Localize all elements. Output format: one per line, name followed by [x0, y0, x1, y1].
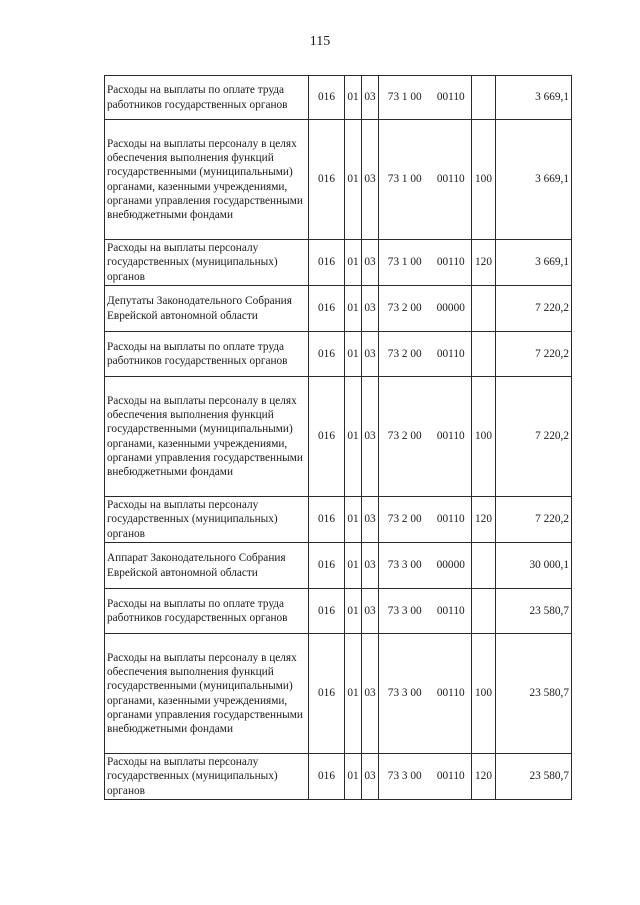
subsection-code-cell: 03 [362, 497, 379, 543]
program-code-cell: 73 3 00 [379, 543, 431, 589]
expense-type-cell: 100 [472, 120, 496, 240]
program-code-cell: 73 2 00 [379, 286, 431, 332]
ministry-code-cell: 016 [309, 377, 345, 497]
row-name-cell: Расходы на выплаты по оплате труда работников государственных органов [105, 589, 309, 634]
row-name-cell: Расходы на выплаты по оплате труда работников государственных органов [105, 76, 309, 120]
section-code-cell: 01 [345, 240, 362, 286]
program-code-cell: 73 3 00 [379, 754, 431, 800]
subsection-code-cell: 03 [362, 377, 379, 497]
amount-cell: 3 669,1 [496, 240, 572, 286]
amount-cell: 23 580,7 [496, 754, 572, 800]
table-row [105, 543, 572, 589]
table-row [105, 286, 572, 332]
section-code-cell: 01 [345, 754, 362, 800]
amount-cell: 23 580,7 [496, 589, 572, 634]
amount-cell: 7 220,2 [496, 332, 572, 377]
section-code-cell: 01 [345, 497, 362, 543]
table-row [105, 76, 572, 120]
amount-cell: 30 000,1 [496, 543, 572, 589]
program-code-cell: 73 2 00 [379, 497, 431, 543]
table-row [105, 120, 572, 240]
ministry-code-cell: 016 [309, 497, 345, 543]
amount-cell: 23 580,7 [496, 634, 572, 754]
expense-type-cell: 100 [472, 377, 496, 497]
direction-code-cell: 00110 [431, 377, 472, 497]
ministry-code-cell: 016 [309, 754, 345, 800]
expense-type-cell [472, 589, 496, 634]
program-code-cell: 73 3 00 [379, 634, 431, 754]
table-row [105, 634, 572, 754]
expense-type-cell: 120 [472, 754, 496, 800]
subsection-code-cell: 03 [362, 76, 379, 120]
row-name-cell: Депутаты Законодательного Собрания Еврейской автономной области [105, 286, 309, 332]
table-row [105, 240, 572, 286]
table-row [105, 754, 572, 800]
expense-type-cell: 100 [472, 634, 496, 754]
section-code-cell: 01 [345, 634, 362, 754]
section-code-cell: 01 [345, 286, 362, 332]
program-code-cell: 73 3 00 [379, 589, 431, 634]
ministry-code-cell: 016 [309, 589, 345, 634]
subsection-code-cell: 03 [362, 543, 379, 589]
section-code-cell: 01 [345, 332, 362, 377]
table-row [105, 377, 572, 497]
amount-cell: 3 669,1 [496, 120, 572, 240]
ministry-code-cell: 016 [309, 120, 345, 240]
direction-code-cell: 00110 [431, 634, 472, 754]
subsection-code-cell: 03 [362, 286, 379, 332]
row-name-cell: Расходы на выплаты персоналу в целях обеспечения выполнения функций государственными (муниципальными) органами, казенными учреждениями, органами управления государственными внебюджетными фондами [105, 120, 309, 240]
expense-type-cell: 120 [472, 240, 496, 286]
direction-code-cell: 00110 [431, 497, 472, 543]
row-name-cell: Расходы на выплаты персоналу в целях обеспечения выполнения функций государственными (муниципальными) органами, казенными учреждениями, органами управления государственными внебюджетными фондами [105, 634, 309, 754]
row-name-cell: Расходы на выплаты по оплате труда работников государственных органов [105, 332, 309, 377]
direction-code-cell: 00000 [431, 543, 472, 589]
subsection-code-cell: 03 [362, 589, 379, 634]
table-row [105, 497, 572, 543]
subsection-code-cell: 03 [362, 332, 379, 377]
expense-type-cell [472, 76, 496, 120]
expense-type-cell [472, 332, 496, 377]
subsection-code-cell: 03 [362, 754, 379, 800]
ministry-code-cell: 016 [309, 240, 345, 286]
direction-code-cell: 00110 [431, 332, 472, 377]
row-name-cell: Расходы на выплаты персоналу государственных (муниципальных) органов [105, 240, 309, 286]
ministry-code-cell: 016 [309, 634, 345, 754]
direction-code-cell: 00110 [431, 76, 472, 120]
amount-cell: 7 220,2 [496, 377, 572, 497]
budget-table [104, 75, 572, 800]
page-number: 115 [309, 34, 331, 49]
ministry-code-cell: 016 [309, 332, 345, 377]
amount-cell: 7 220,2 [496, 286, 572, 332]
subsection-code-cell: 03 [362, 634, 379, 754]
subsection-code-cell: 03 [362, 120, 379, 240]
direction-code-cell: 00110 [431, 240, 472, 286]
direction-code-cell: 00000 [431, 286, 472, 332]
direction-code-cell: 00110 [431, 120, 472, 240]
row-name-cell: Расходы на выплаты персоналу в целях обеспечения выполнения функций государственными (муниципальными) органами, казенными учреждениями, органами управления государственными внебюджетными фондами [105, 377, 309, 497]
amount-cell: 7 220,2 [496, 497, 572, 543]
table-body [105, 76, 572, 800]
program-code-cell: 73 1 00 [379, 76, 431, 120]
program-code-cell: 73 2 00 [379, 332, 431, 377]
table-row [105, 332, 572, 377]
section-code-cell: 01 [345, 589, 362, 634]
amount-cell: 3 669,1 [496, 76, 572, 120]
row-name-cell: Расходы на выплаты персоналу государственных (муниципальных) органов [105, 497, 309, 543]
expense-type-cell [472, 543, 496, 589]
row-name-cell: Аппарат Законодательного Собрания Еврейской автономной области [105, 543, 309, 589]
table-row [105, 589, 572, 634]
section-code-cell: 01 [345, 377, 362, 497]
subsection-code-cell: 03 [362, 240, 379, 286]
row-name-cell: Расходы на выплаты персоналу государственных (муниципальных) органов [105, 754, 309, 800]
section-code-cell: 01 [345, 120, 362, 240]
ministry-code-cell: 016 [309, 543, 345, 589]
expense-type-cell [472, 286, 496, 332]
program-code-cell: 73 1 00 [379, 120, 431, 240]
program-code-cell: 73 1 00 [379, 240, 431, 286]
ministry-code-cell: 016 [309, 76, 345, 120]
ministry-code-cell: 016 [309, 286, 345, 332]
direction-code-cell: 00110 [431, 754, 472, 800]
direction-code-cell: 00110 [431, 589, 472, 634]
section-code-cell: 01 [345, 543, 362, 589]
expense-type-cell: 120 [472, 497, 496, 543]
program-code-cell: 73 2 00 [379, 377, 431, 497]
section-code-cell: 01 [345, 76, 362, 120]
